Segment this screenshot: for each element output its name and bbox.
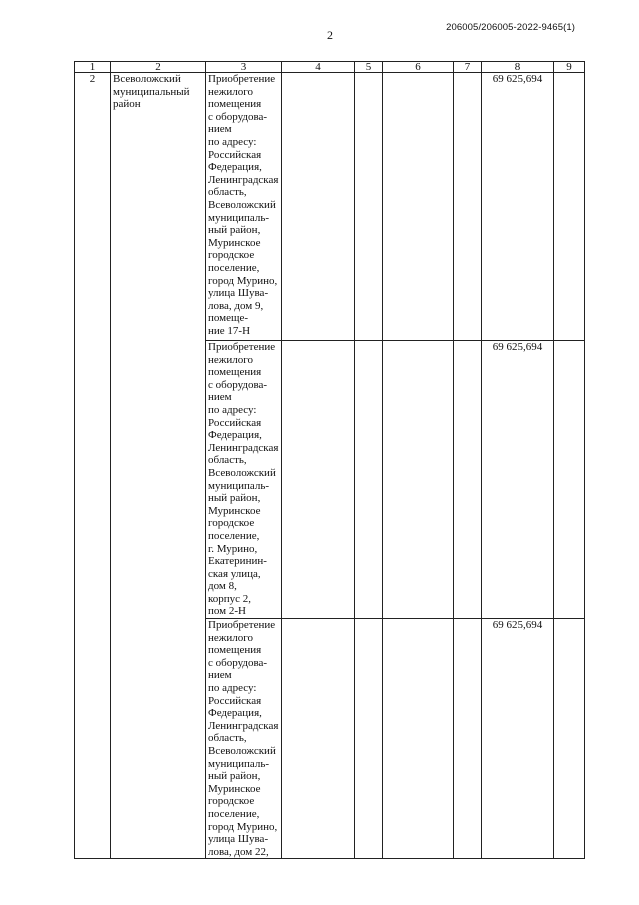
district-cell: Всеволожский муниципальный район: [111, 73, 206, 859]
column-header-5: 5: [355, 62, 383, 73]
empty-cell-7: [454, 341, 482, 619]
empty-cell-4: [282, 341, 355, 619]
amount-cell: 69 625,694: [482, 341, 554, 619]
document-registration-number: 206005/206005-2022-9465(1): [446, 22, 575, 33]
budget-table: [74, 61, 585, 859]
column-header-3: 3: [206, 62, 282, 73]
page-number: 2: [327, 28, 333, 42]
column-header-2: 2: [111, 62, 206, 73]
row-number-cell: 2: [75, 73, 111, 859]
empty-cell-9: [554, 619, 585, 859]
column-number-row: [75, 62, 585, 73]
empty-cell-5: [355, 341, 383, 619]
empty-cell-4: [282, 73, 355, 341]
item-description-cell: Приобретение нежилого помещения с оборудова- нием по адресу: Российская Федерация, Ленинградская область, Всеволожский муниципаль- ный район, Муринское городское поселение, г. Мурино, Екатеринин- ская улица, дом 8, корпус 2, пом 2-Н: [206, 341, 282, 619]
column-header-4: 4: [282, 62, 355, 73]
column-header-1: 1: [75, 62, 111, 73]
empty-cell-9: [554, 341, 585, 619]
empty-cell-9: [554, 73, 585, 341]
empty-cell-5: [355, 73, 383, 341]
column-header-8: 8: [482, 62, 554, 73]
column-header-9: 9: [554, 62, 585, 73]
empty-cell-6: [383, 341, 454, 619]
column-header-7: 7: [454, 62, 482, 73]
empty-cell-5: [355, 619, 383, 859]
amount-cell: 69 625,694: [482, 619, 554, 859]
column-header-6: 6: [383, 62, 454, 73]
amount-cell: 69 625,694: [482, 73, 554, 341]
empty-cell-7: [454, 73, 482, 341]
item-description-cell: Приобретение нежилого помещения с оборудова- нием по адресу: Российская Федерация, Ленинградская область, Всеволожский муниципаль- ный район, Муринское городское поселение, город Мурино, улица Шува- лова, дом 9, помеще- ние 17-Н: [206, 73, 282, 341]
empty-cell-6: [383, 619, 454, 859]
table-row: [75, 73, 585, 341]
empty-cell-6: [383, 73, 454, 341]
empty-cell-7: [454, 619, 482, 859]
empty-cell-4: [282, 619, 355, 859]
item-description-cell: Приобретение нежилого помещения с оборудова- нием по адресу: Российская Федерация, Ленинградская область, Всеволожский муниципаль- ный район, Муринское городское поселение, город Мурино, улица Шува- лова, дом 22,: [206, 619, 282, 859]
